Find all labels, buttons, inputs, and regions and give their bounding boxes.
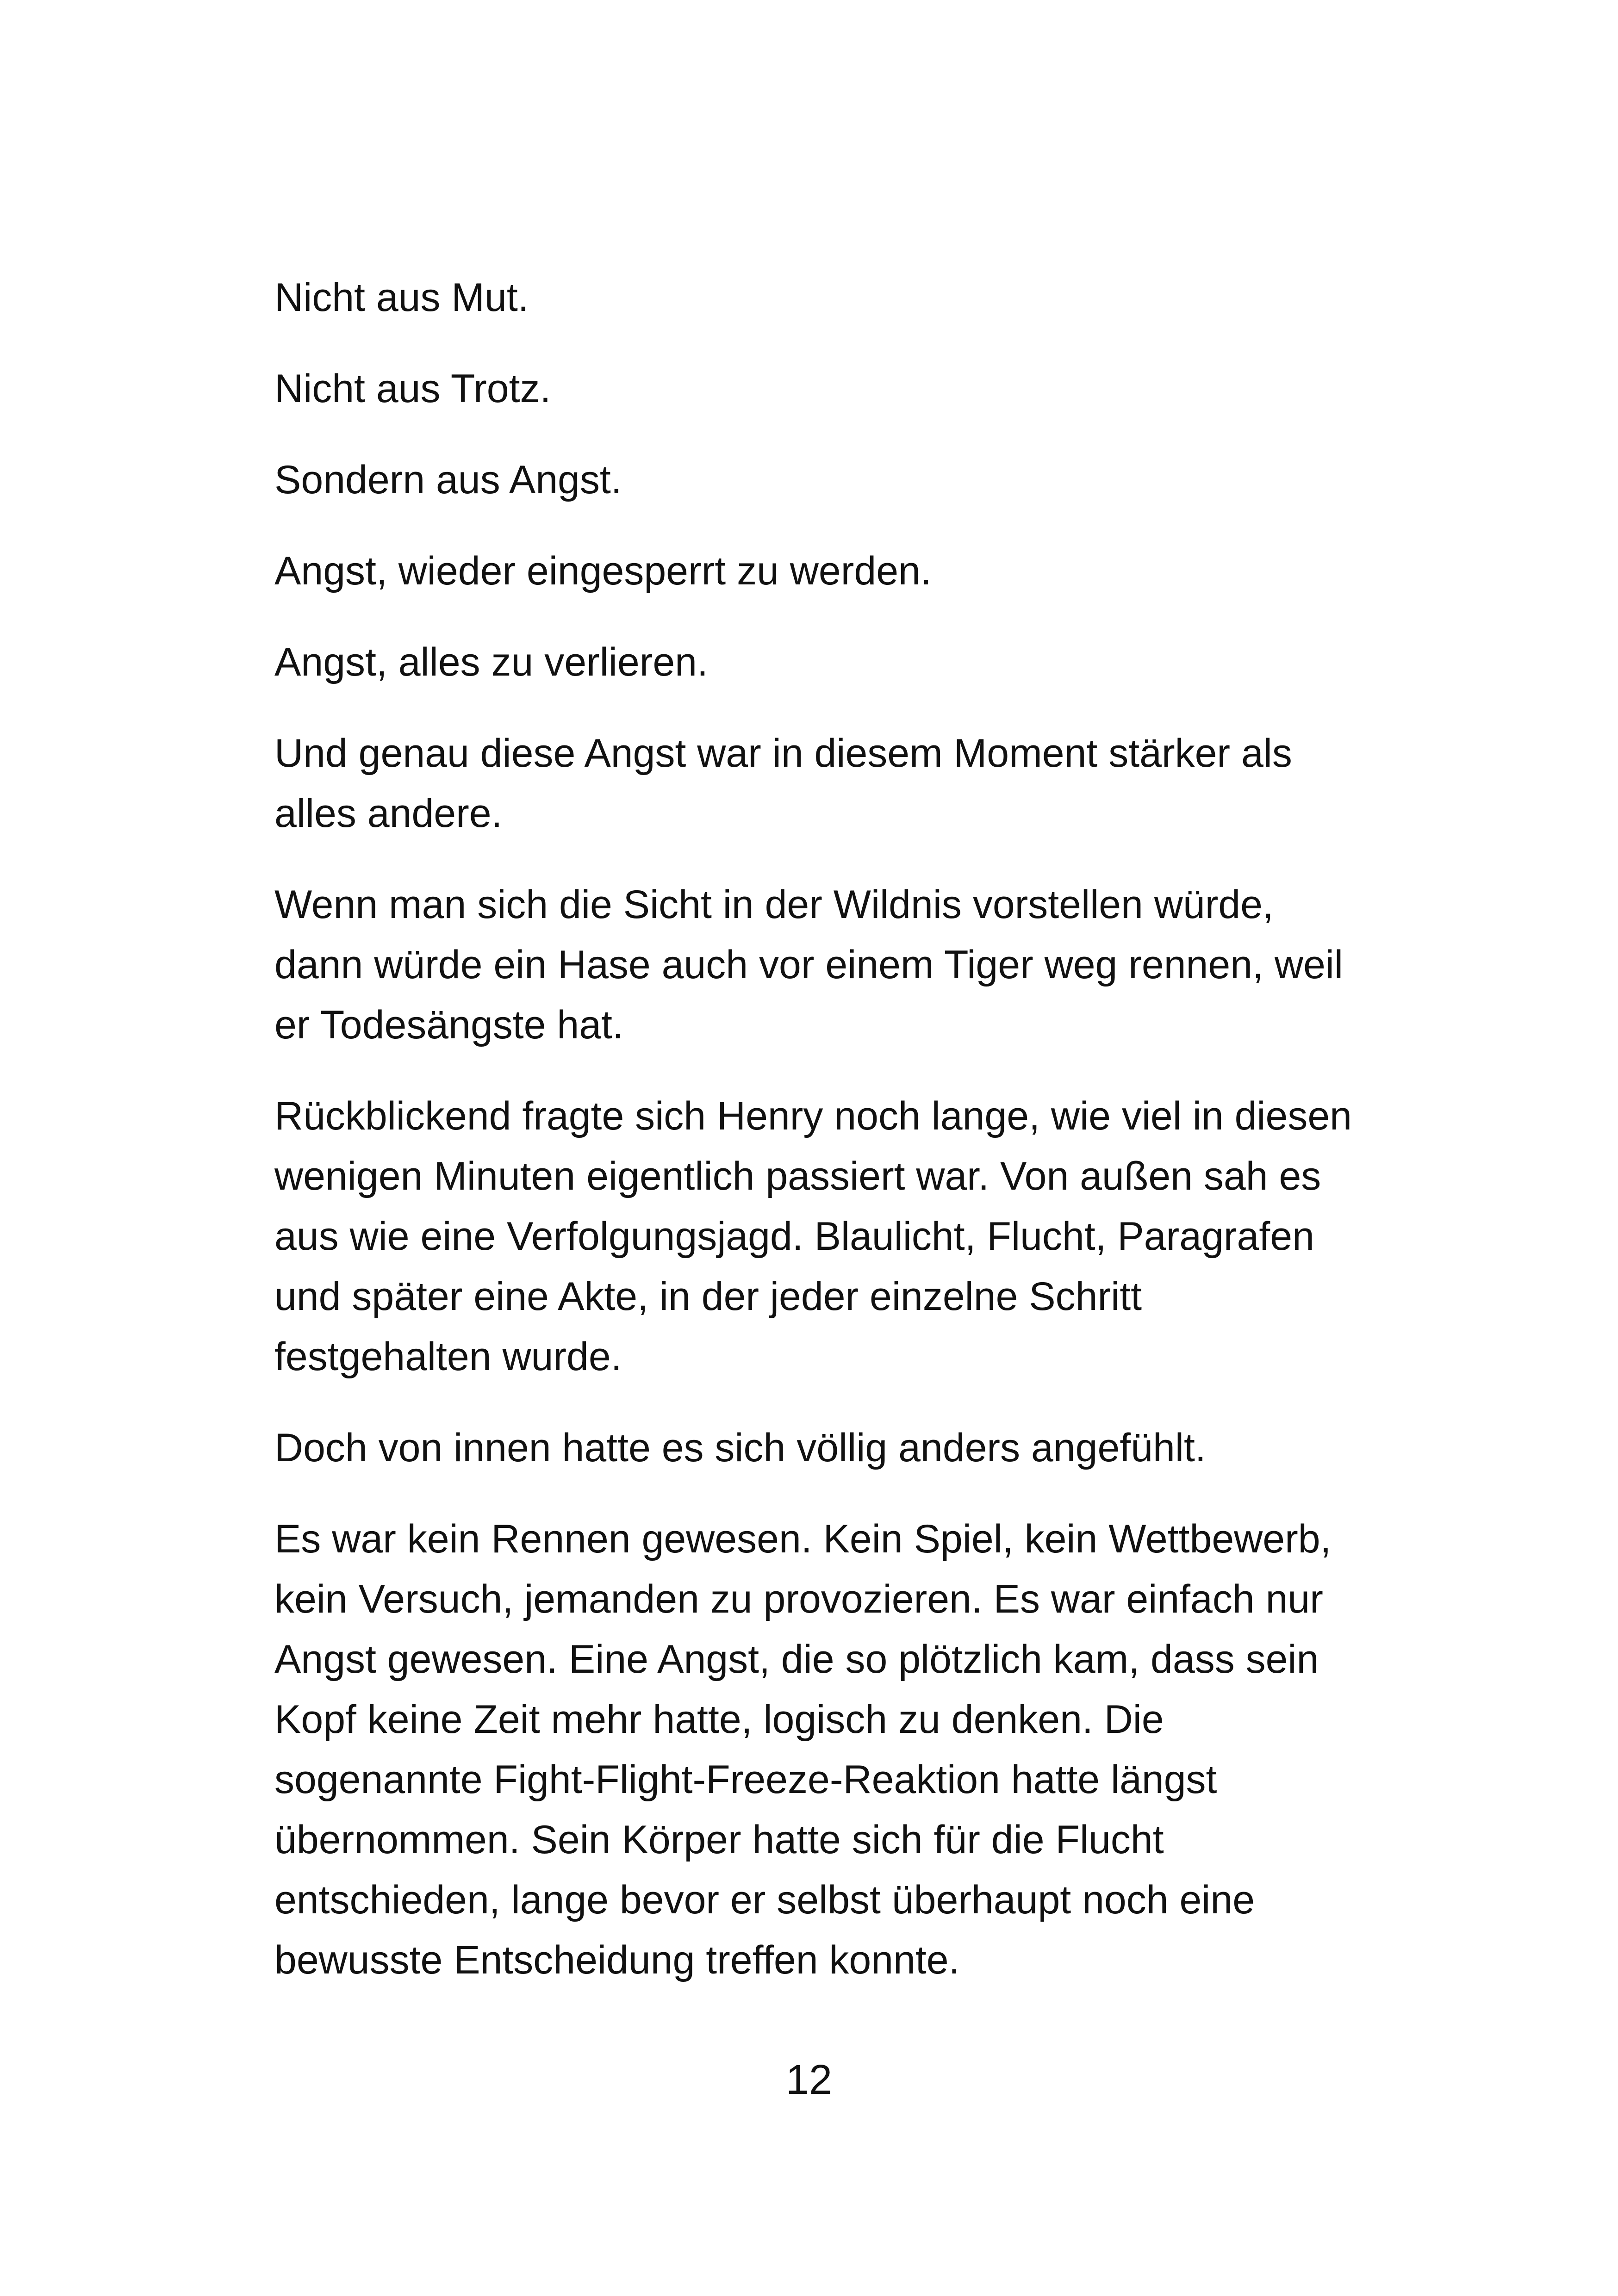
paragraph-3: Sondern aus Angst. (274, 458, 622, 502)
paragraph-6: Und genau diese Angst war in diesem Moment stärker als alles andere. (274, 731, 1292, 836)
paragraph-1: Nicht aus Mut. (274, 275, 529, 320)
paragraph-8: Rückblickend fragte sich Henry noch lange, wie viel in diesen wenigen Minuten eigentlich passiert war. Von außen sah es aus wie eine Verfolgungsjagd. Blaulicht, Flucht, Paragrafen und später eine Akte, in der jeder einzelne Schritt festgehalten wurde. (274, 1094, 1352, 1379)
paragraph-2: Nicht aus Trotz. (274, 366, 551, 411)
paragraph-4: Angst, wieder eingesperrt zu werden. (274, 549, 932, 593)
paragraph-7: Wenn man sich die Sicht in der Wildnis vorstellen würde, dann würde ein Hase auch vor einem Tiger weg rennen, weil er Todesängste hat. (274, 882, 1343, 1047)
page-number: 12 (785, 2057, 833, 2103)
body-text (274, 267, 1367, 2021)
paragraph-5: Angst, alles zu verlieren. (274, 640, 708, 684)
paragraph-10: Es war kein Rennen gewesen. Kein Spiel, kein Wettbewerb, kein Versuch, jemanden zu provozieren. Es war einfach nur Angst gewesen. Eine Angst, die so plötzlich kam, dass sein Kopf keine Zeit mehr hatte, logisch zu denken. Die sogenannte Fight-Flight-Freeze-Reaktion hatte längst übernommen. Sein Körper hatte sich für die Flucht entschieden, lange bevor er selbst überhaupt noch eine bewusste Entscheidung treffen konnte. (274, 1517, 1332, 1982)
paragraph-9: Doch von innen hatte es sich völlig anders angefühlt. (274, 1426, 1206, 1470)
